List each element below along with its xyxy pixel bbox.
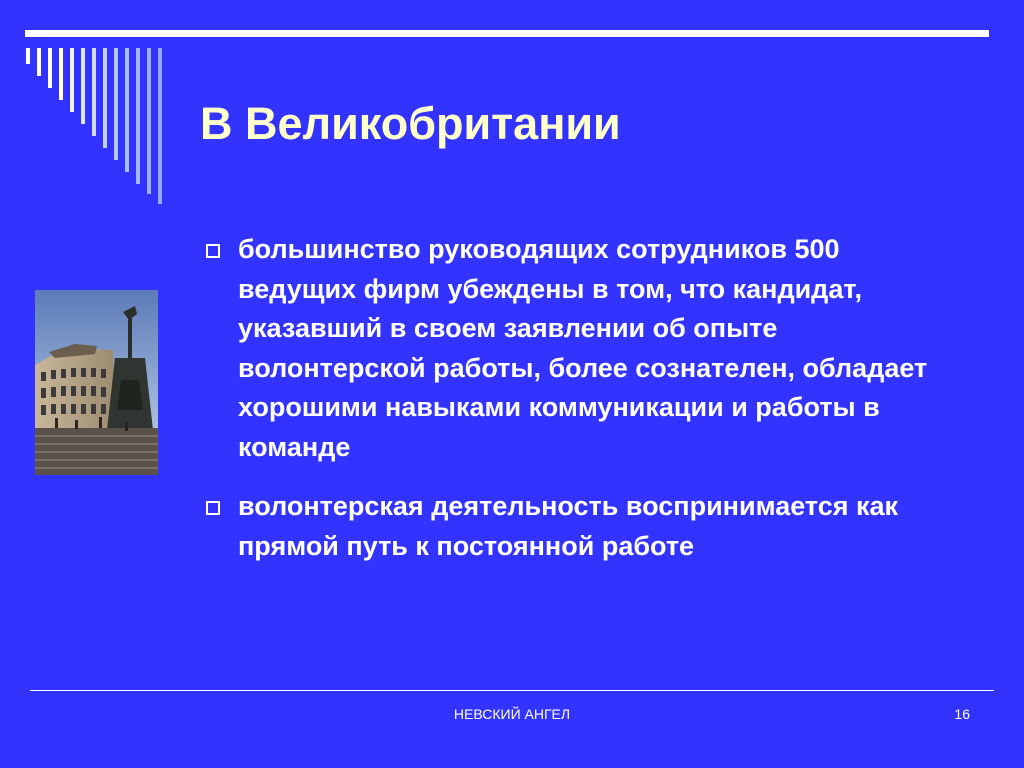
bullet-list	[200, 230, 960, 586]
square-bullet-icon	[206, 501, 220, 515]
slide-title: В Великобритании	[200, 98, 621, 149]
bullet-text: большинство руководящих сотрудников 500 ведущих фирм убеждены в том, что кандидат, указавший в своем заявлении об опыте волонтерской работы, более сознателен, обладает хорошими навыками коммуникации и работы в команде	[238, 234, 928, 462]
page-number: 16	[954, 706, 970, 722]
bullet-item	[200, 487, 960, 566]
bottom-divider	[30, 690, 994, 691]
footer-text: НЕВСКИЙ АНГЕЛ	[453, 706, 571, 722]
square-bullet-icon	[206, 244, 220, 258]
bullet-item	[200, 230, 960, 467]
piccadilly-circus-photo	[35, 290, 158, 475]
bullet-text: волонтерская деятельность воспринимается как прямой путь к постоянной работе	[238, 491, 899, 561]
decorative-stripes	[26, 48, 176, 208]
top-divider	[25, 30, 989, 37]
